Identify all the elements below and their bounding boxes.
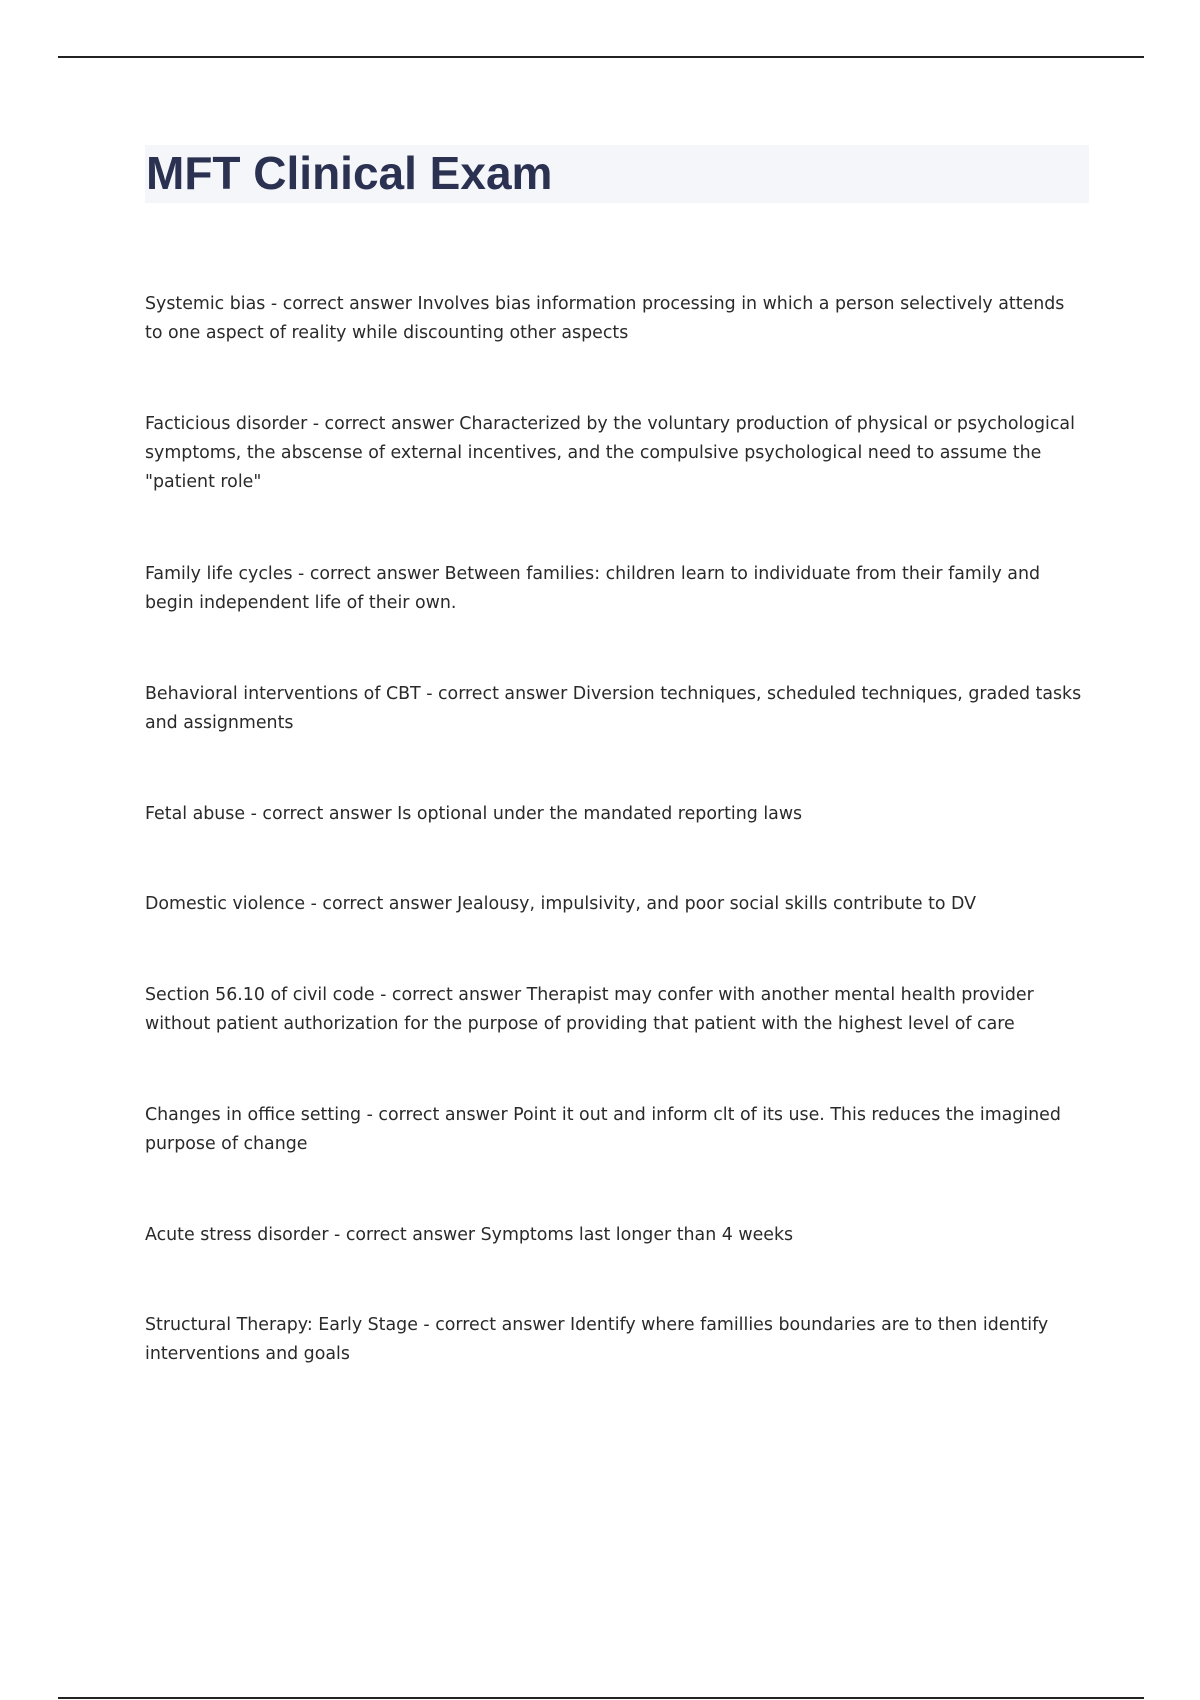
qa-entry-office-setting-changes: Changes in office setting - correct answer Point it out and inform clt of its use. This reduces the imagined purpose of change	[145, 1105, 1061, 1154]
qa-entry-fetal-abuse: Fetal abuse - correct answer Is optional under the mandated reporting laws	[145, 804, 803, 824]
page-title: MFT Clinical Exam	[146, 147, 553, 199]
top-rule	[58, 56, 1144, 58]
qa-entry-behavioral-interventions-cbt: Behavioral interventions of CBT - correct answer Diversion techniques, scheduled techniques, graded tasks and assignments	[145, 684, 1082, 733]
qa-entry-domestic-violence: Domestic violence - correct answer Jealousy, impulsivity, and poor social skills contribute to DV	[145, 894, 977, 914]
bottom-rule	[58, 1697, 1144, 1699]
qa-entry-systemic-bias: Systemic bias - correct answer Involves bias information processing in which a person selectively attends to one aspect of reality while discounting other aspects	[145, 294, 1065, 343]
qa-entry-structural-therapy-early-stage: Structural Therapy: Early Stage - correct answer Identify where famillies boundaries are to then identify interventions and goals	[145, 1315, 1049, 1364]
qa-entry-facticious-disorder: Facticious disorder - correct answer Characterized by the voluntary production of physical or psychological symptoms, the abscense of external incentives, and the compulsive psychological need to assume the "patient role"	[145, 414, 1075, 492]
qa-entry-acute-stress-disorder: Acute stress disorder - correct answer Symptoms last longer than 4 weeks	[145, 1225, 794, 1245]
qa-entry-family-life-cycles: Family life cycles - correct answer Between families: children learn to individuate from their family and begin independent life of their own.	[145, 564, 1041, 613]
qa-entry-section-56-10: Section 56.10 of civil code - correct answer Therapist may confer with another mental health provider without patient authorization for the purpose of providing that patient with the highest level of care	[145, 985, 1034, 1034]
